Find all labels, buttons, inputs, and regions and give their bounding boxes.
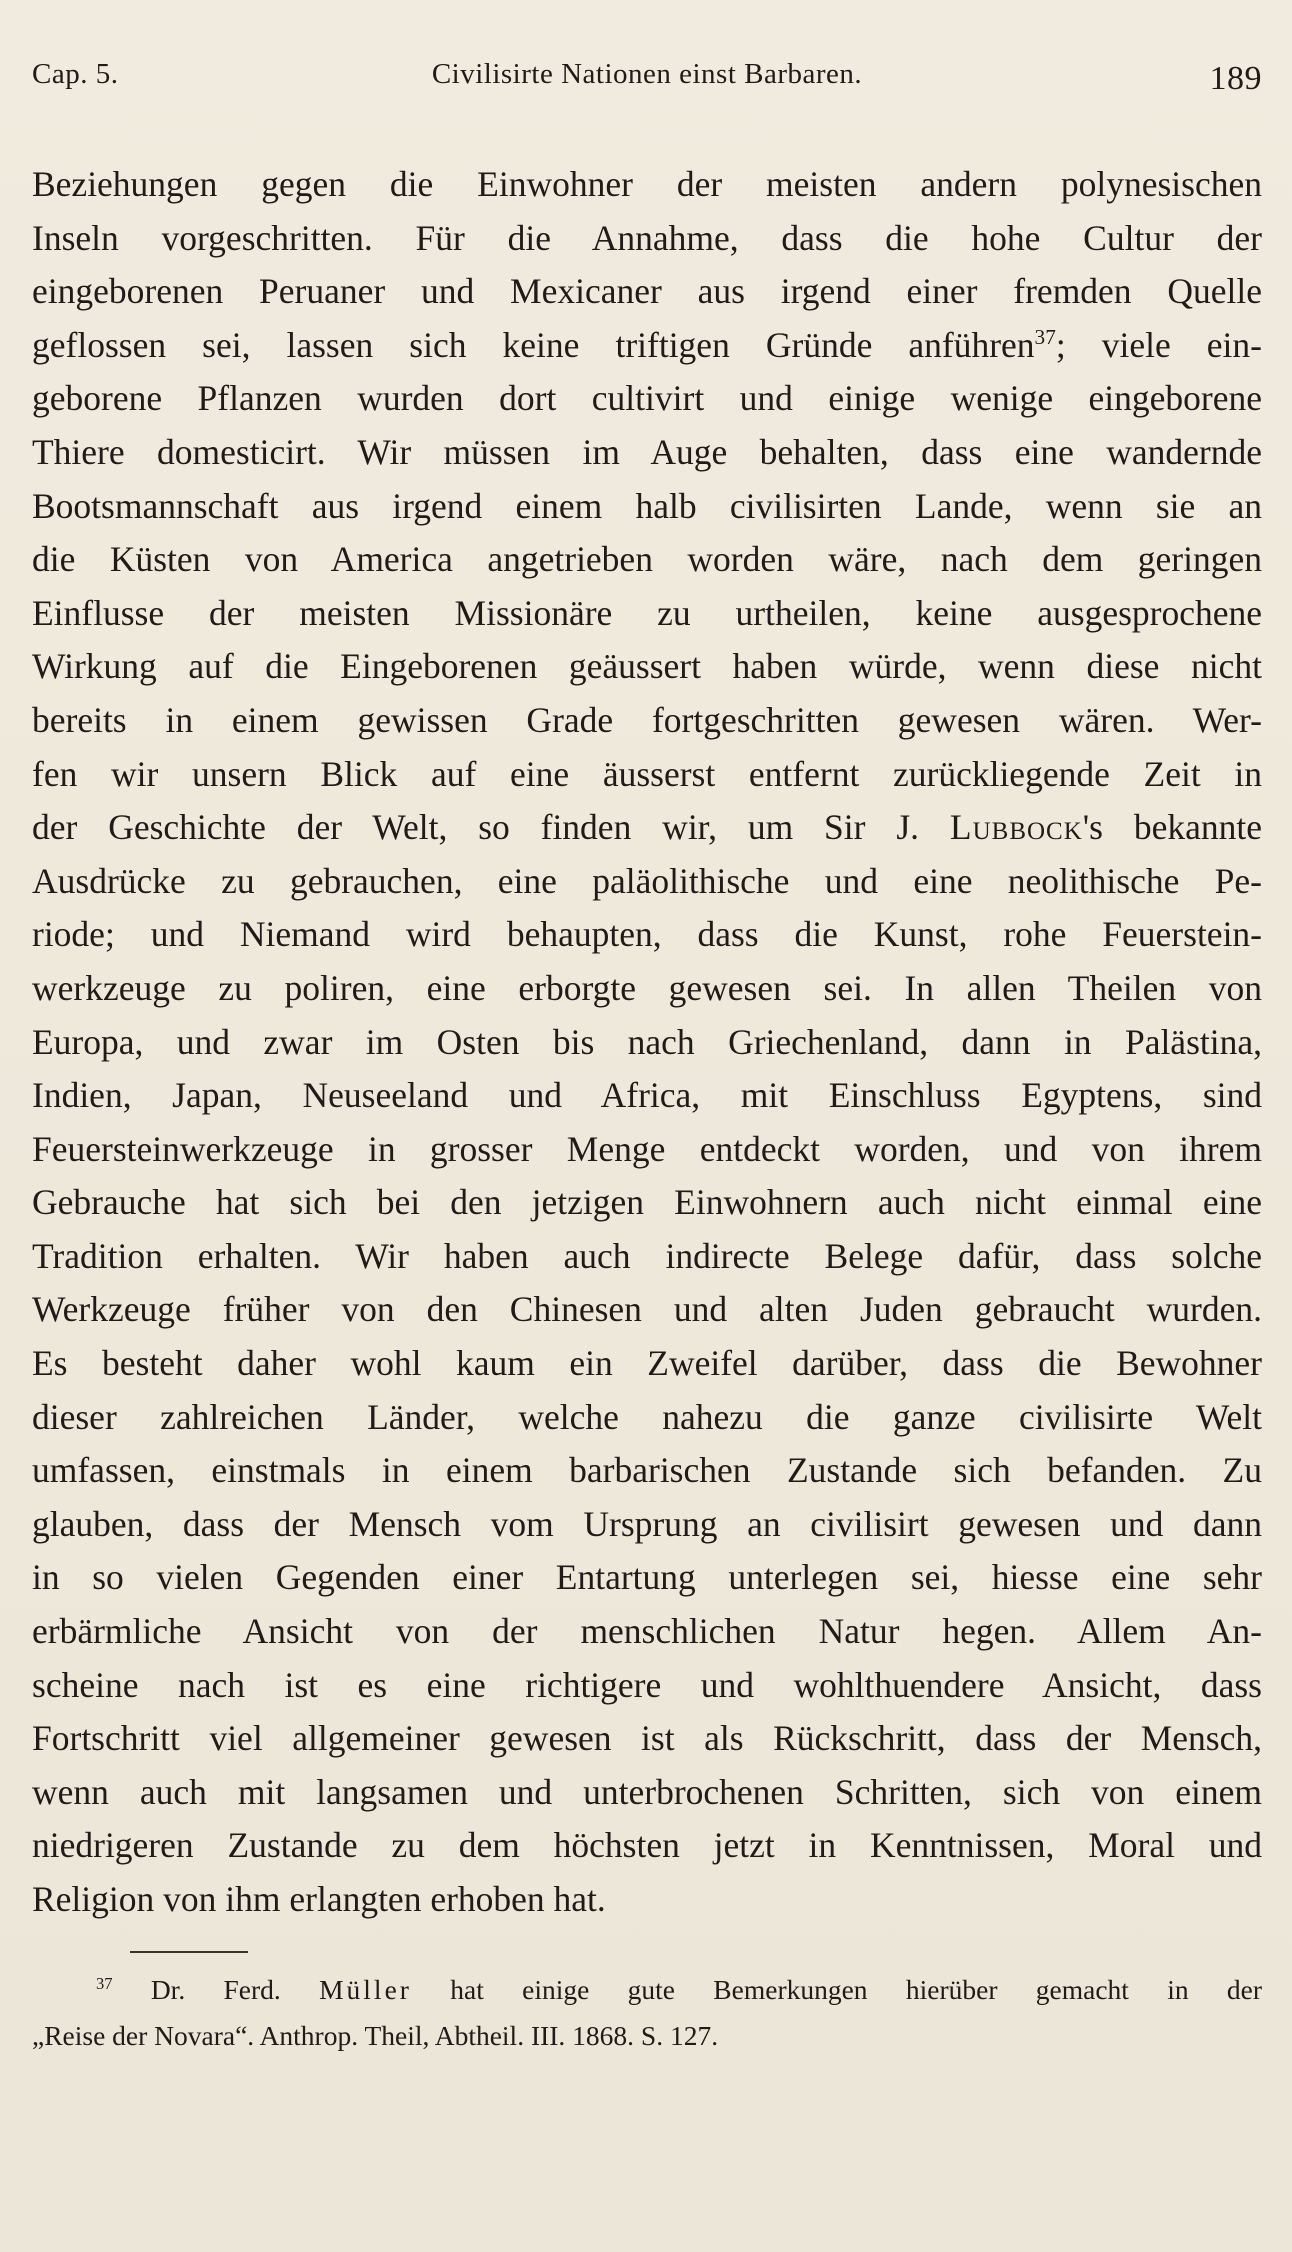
text-line: scheine nach ist es eine richtigere und wohlthuendere Ansicht, dass [32,1664,1262,1705]
footnote-author-prefix: Dr. Ferd. [150,1973,281,2005]
text-fragment: geflossen sei, lassen sich keine triftigen Gründe anführen [32,324,1035,365]
text-line: Feuersteinwerkzeuge in grosser Menge entdeckt worden, und von ihrem [32,1128,1262,1169]
text-line: Beziehungen gegen die Einwohner der meisten andern polynesischen [32,164,1262,204]
text-line: Ausdrücke zu gebrauchen, eine paläolithische und eine neolithische Pe- [32,860,1262,901]
page-number: 189 [1209,60,1262,97]
footnote-line: „Reise der Novara“. Anthrop. Theil, Abtheil. III. 1868. S. 127. [32,2019,719,2051]
text-line: Thiere domesticirt. Wir müssen im Auge behalten, dass eine wandernde [32,431,1262,472]
author-name-smallcaps: Lubbock [949,807,1083,848]
text-line: Fortschritt viel allgemeiner gewesen ist als Rückschritt, dass der Mensch, [32,1718,1262,1759]
text-line: umfassen, einstmals in einem barbarischen Zustande sich befanden. Zu [32,1450,1262,1491]
running-title: Civilisirte Nationen einst Barbaren. [431,58,863,90]
text-line: werkzeuge zu poliren, eine erborgte gewesen sei. In allen Theilen von [32,967,1262,1008]
main-text [32,158,1262,1927]
text-line [32,319,1262,373]
text-line: Indien, Japan, Neuseeland und Africa, mit Einschluss Egyptens, sind [32,1075,1262,1116]
footnote-author-name: Müller [319,1973,412,2005]
footnote-divider [130,1951,248,1953]
text-line: in so vielen Gegenden einer Entartung unterlegen sei, hiesse eine sehr [32,1557,1262,1598]
footnote-text: hat einige gute Bemerkungen hierüber gemacht in der [450,1973,1263,2005]
text-line: Wirkung auf die Eingeborenen geäussert haben würde, wenn diese nicht [32,646,1262,687]
text-line: wenn auch mit langsamen und unterbrochenen Schritten, sich von einem [32,1771,1262,1812]
text-line: niedrigeren Zustande zu dem höchsten jetzt in Kenntnissen, Moral und [32,1825,1262,1866]
text-line: Europa, und zwar im Osten bis nach Griechenland, dann in Palästina, [32,1021,1262,1062]
text-line: Werkzeuge früher von den Chinesen und alten Juden gebraucht wurden. [32,1289,1262,1330]
text-line: erbärmliche Ansicht von der menschlichen Natur hegen. Allem An- [32,1611,1262,1652]
text-line: Inseln vorgeschritten. Für die Annahme, dass die hohe Cultur der [32,217,1262,258]
footnote [32,1967,1262,2059]
text-line: die Küsten von America angetrieben worden wäre, nach dem geringen [32,539,1262,580]
footnote-line [32,1967,1262,2013]
text-line: Es besteht daher wohl kaum ein Zweifel darüber, dass die Bewohner [32,1343,1262,1384]
text-line: fen wir unsern Blick auf eine äusserst entfernt zurückliegende Zeit in [32,753,1262,794]
running-head [32,58,1262,118]
text-fragment: 's bekannte [1082,807,1262,848]
text-line [32,801,1262,855]
footnote-marker: 37 [96,1973,113,1993]
text-line: glauben, dass der Mensch vom Ursprung an civilisirt gewesen und dann [32,1503,1262,1544]
text-line: Einflusse der meisten Missionäre zu urtheilen, keine ausgesprochene [32,592,1262,633]
text-fragment: der Geschichte der Welt, so finden wir, um Sir J. [32,807,920,848]
chapter-label: Cap. 5. [32,58,119,90]
text-line: bereits in einem gewissen Grade fortgeschritten gewesen wären. Wer- [32,699,1262,740]
footnote-reference: 37 [1034,324,1056,349]
text-line: riode; und Niemand wird behaupten, dass die Kunst, rohe Feuerstein- [32,914,1262,955]
text-line: Gebrauche hat sich bei den jetzigen Einwohnern auch nicht einmal eine [32,1182,1262,1223]
text-fragment: ; viele ein- [1055,324,1262,365]
text-line: Religion von ihm erlangten erhoben hat. [32,1879,606,1919]
text-line: Tradition erhalten. Wir haben auch indirecte Belege dafür, dass solche [32,1235,1262,1276]
text-line: Bootsmannschaft aus irgend einem halb civilisirten Lande, wenn sie an [32,485,1262,526]
text-line: geborene Pflanzen wurden dort cultivirt und einige wenige eingeborene [32,378,1262,419]
text-line: dieser zahlreichen Länder, welche nahezu die ganze civilisirte Welt [32,1396,1262,1437]
text-line: eingeborenen Peruaner und Mexicaner aus irgend einer fremden Quelle [32,271,1262,312]
